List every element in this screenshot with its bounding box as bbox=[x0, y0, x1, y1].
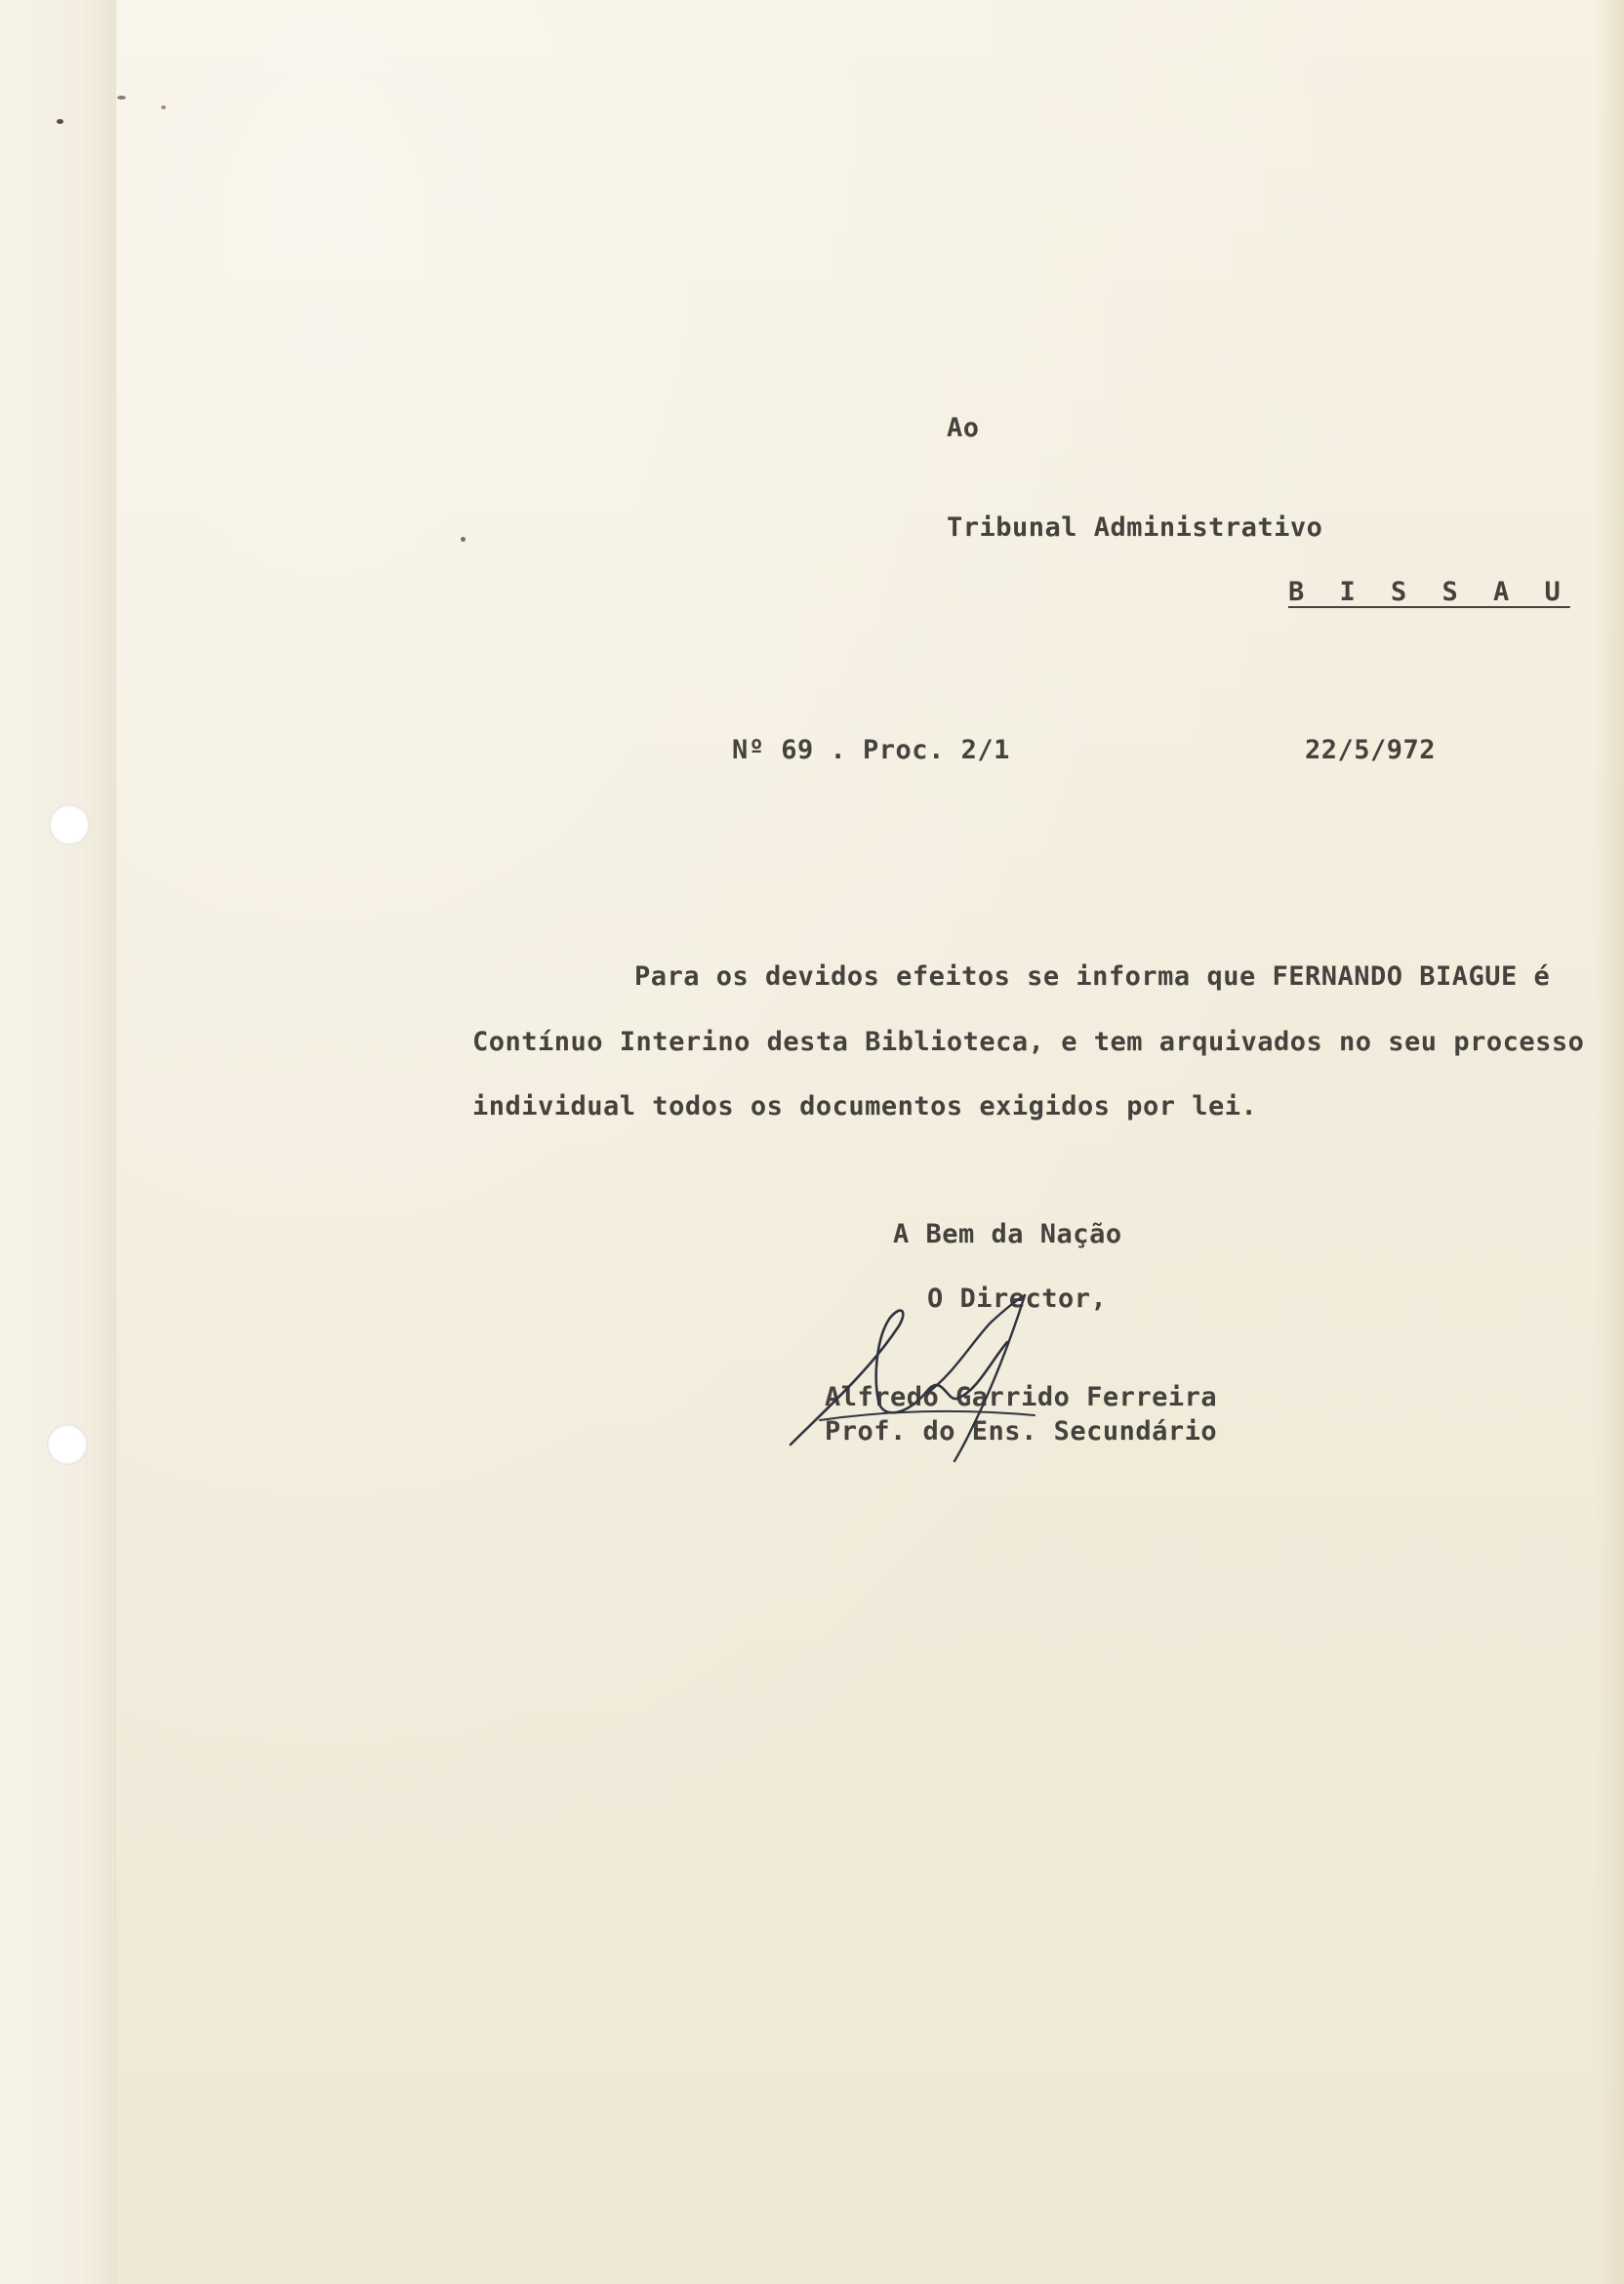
signatory-name: Alfredo Garrido Ferreira bbox=[825, 1382, 1218, 1412]
signatory-title: O Director, bbox=[927, 1284, 1108, 1314]
punch-hole-icon bbox=[49, 804, 90, 845]
paper-stain bbox=[461, 537, 466, 542]
addressee-institution: Tribunal Administrativo bbox=[947, 512, 1323, 543]
body-line-3: individual todos os documentos exigidos por lei. bbox=[472, 1091, 1258, 1122]
paper-stain bbox=[117, 96, 126, 100]
valediction: A Bem da Nação bbox=[893, 1219, 1122, 1249]
binding-margin bbox=[0, 0, 116, 2284]
salutation: Ao bbox=[947, 413, 980, 443]
signatory-position: Prof. do Ens. Secundário bbox=[825, 1416, 1218, 1447]
page-edge-shadow bbox=[1595, 0, 1624, 2284]
paper-stain bbox=[161, 105, 166, 109]
reference-number: Nº 69 . Proc. 2/1 bbox=[732, 735, 1010, 765]
body-line-1: Para os devidos efeitos se informa que FERNANDO BIAGUE é bbox=[634, 961, 1551, 992]
punch-hole-icon bbox=[47, 1424, 88, 1465]
addressee-city: B I S S A U bbox=[1288, 577, 1570, 607]
paper-stain bbox=[57, 119, 63, 124]
body-line-2: Contínuo Interino desta Biblioteca, e tem arquivados no seu processo bbox=[472, 1027, 1585, 1057]
document-date: 22/5/972 bbox=[1305, 735, 1437, 765]
